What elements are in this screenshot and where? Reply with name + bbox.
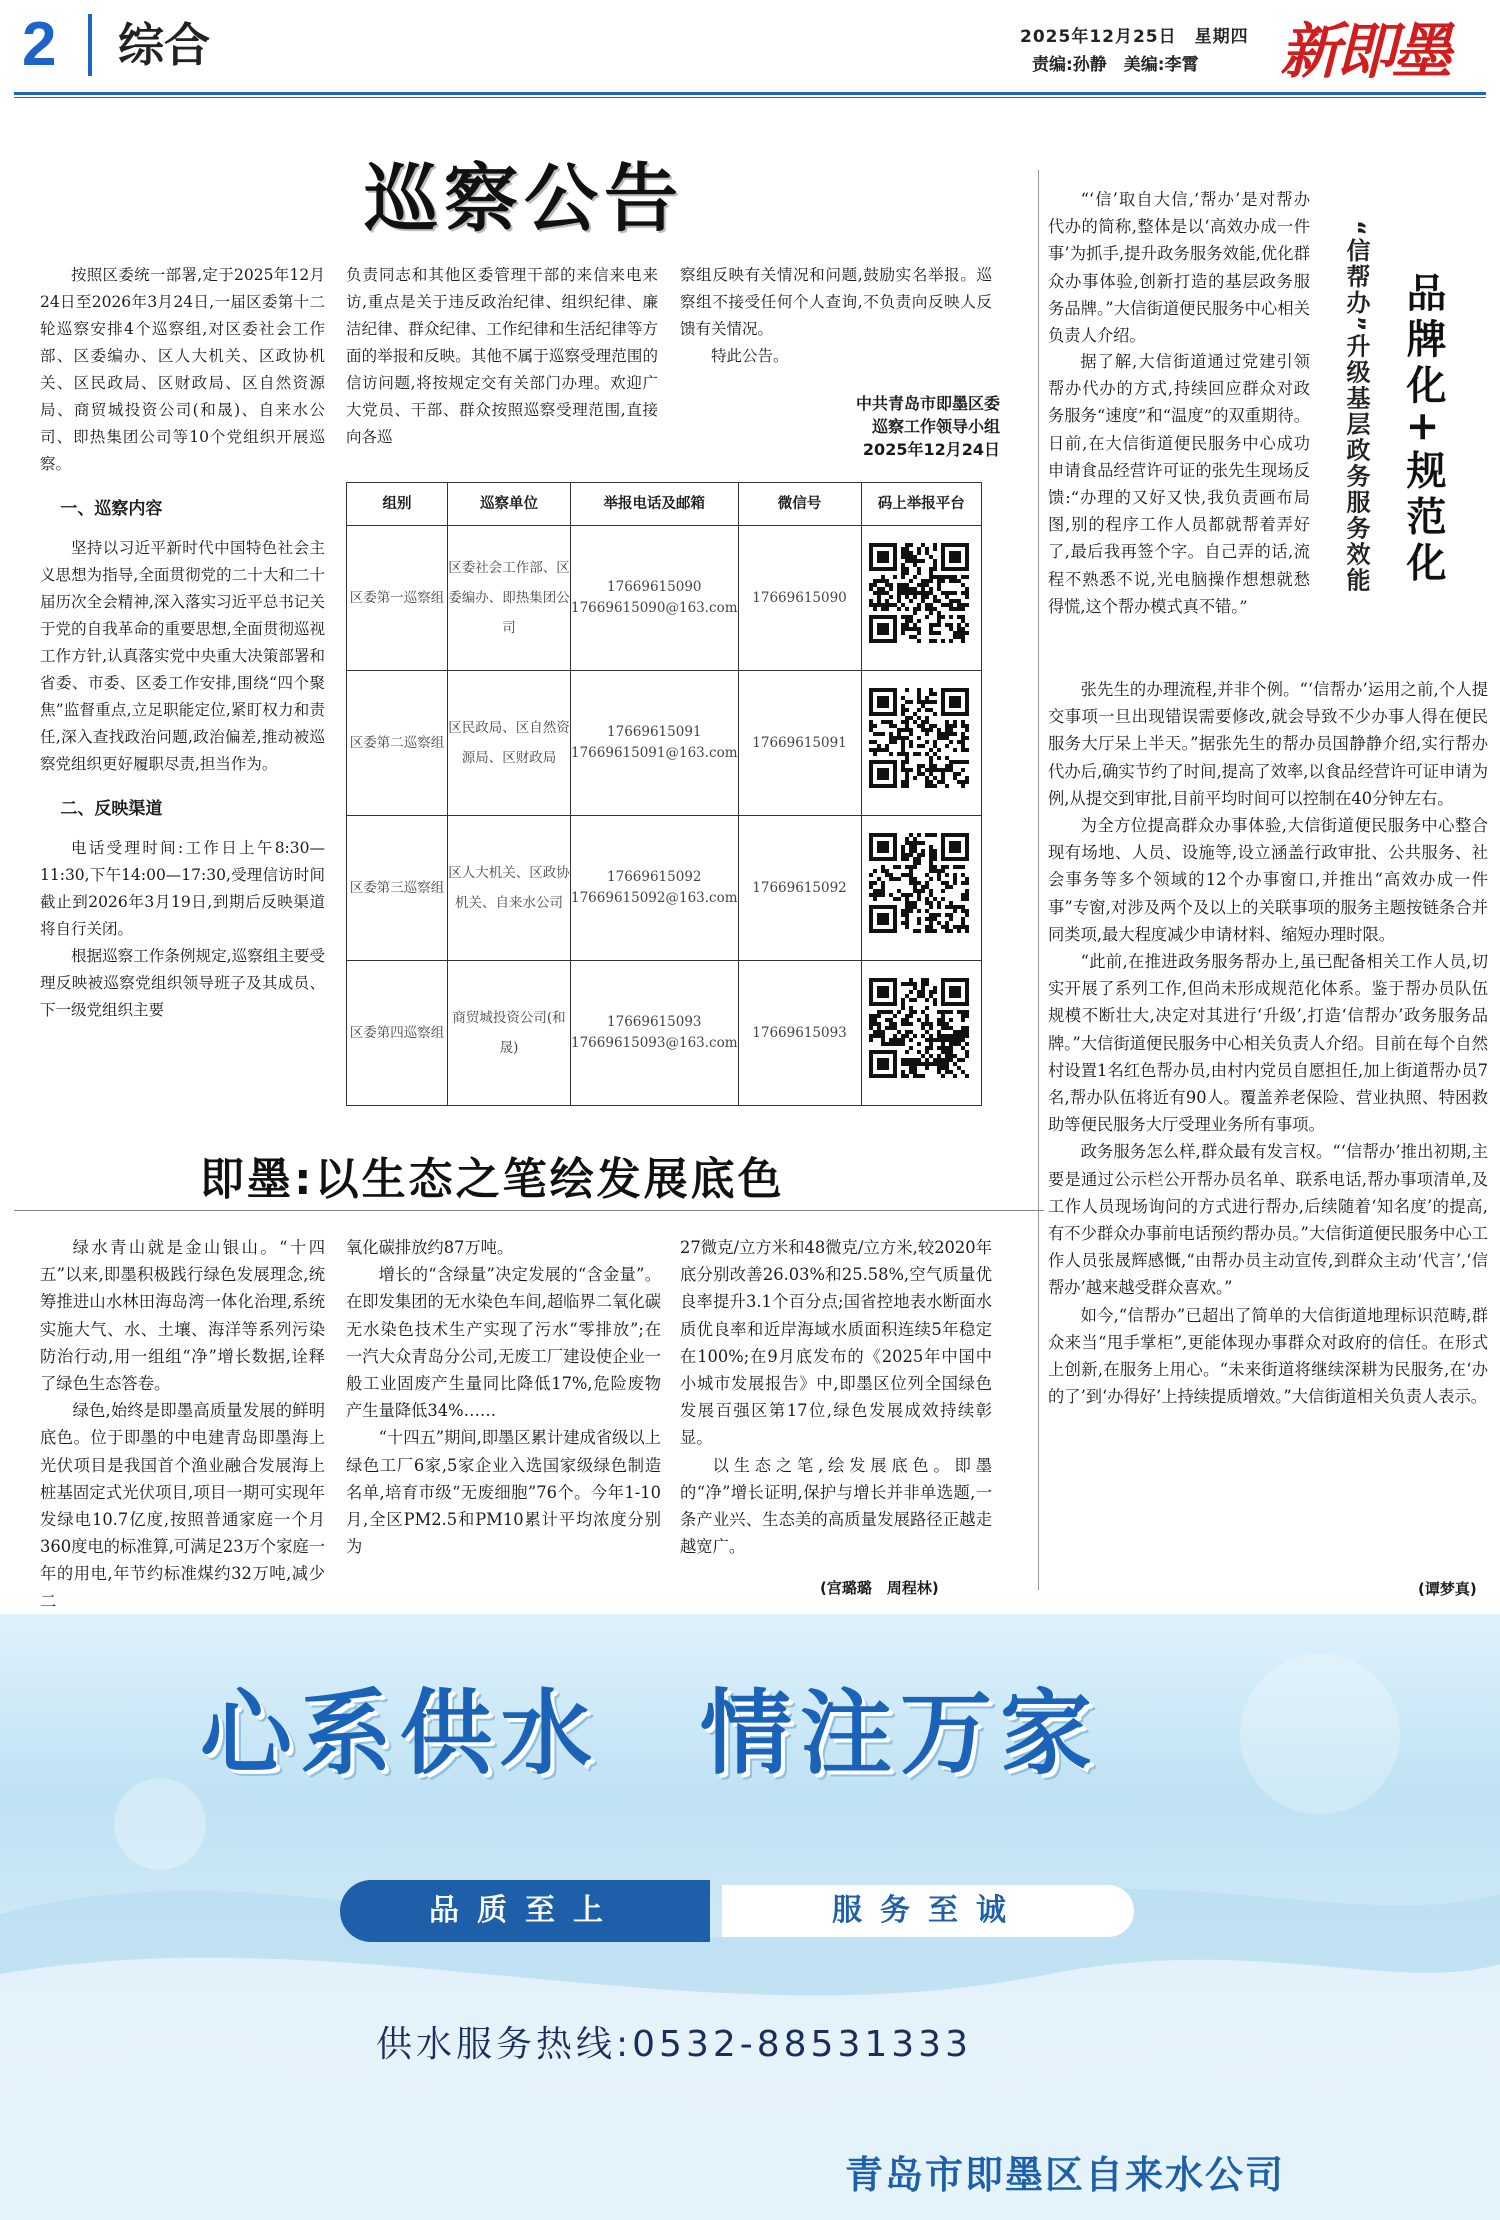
notice-column-1 [40,262,325,1024]
slogan-service: 服务至诚 [722,1885,1134,1937]
masthead-rule [14,92,1486,95]
feature-column-mid [1048,348,1310,620]
issue-date [1020,22,1249,47]
eco-divider [14,1210,1044,1211]
eco-para-2: 绿色,始终是即墨高质量发展的鲜明底色。位于即墨的中电建青岛即墨海上光伏项目是我国首个渔业融合发展海上桩基固定式光伏项目,项目一期可实现年发绿电10.7亿度,按照普通家庭一个月360度电的标准算,可满足23万个家庭一年的用电,年节约标准煤约32万吨,减少二 [40,1401,325,1611]
col-header-phone: 举报电话及邮箱 [571,483,739,526]
feature-headline: 品牌化+规范化 [1400,272,1446,588]
eco-column-3 [680,1234,992,1560]
ad-headline: 心系供水 情注万家 [200,1680,1101,1787]
eco-column-2 [346,1234,661,1560]
cell-phone [571,526,739,671]
phone-number: 17669615090 [607,579,702,595]
editors-line: 责编:孙静 美编:李霄 [1032,55,1199,75]
phone-number: 17669615091 [607,724,702,740]
cell-wechat: 17669615093 [738,961,861,1106]
cell-group: 区委第一巡察组 [347,526,448,671]
signature-line-3: 2025年12月24日 [862,440,1000,459]
eco-para-4: “十四五”期间,即墨区累计建成省级以上绿色工厂6家,5家企业入选国家级绿色制造名单,培育市级“无废细胞”76个。今年1-10月,全区PM2.5和PM10累计平均浓度分别为 [346,1428,661,1557]
notice-signature [790,392,1000,461]
newspaper-logo: 新即墨 [1280,17,1448,87]
column-divider [1038,170,1039,1590]
table-header-row [347,483,982,526]
feature-column-bottom [1048,676,1488,1410]
cell-phone [571,961,739,1106]
section-title: 综合 [118,18,210,72]
slogan-quality: 品质至上 [340,1880,710,1942]
col-header-qr: 码上举报平台 [861,483,981,526]
date-text: 2025年12月25日 [1020,27,1177,47]
page-number: 2 [22,10,57,79]
eco-para-3: 增长的“含绿量”决定发展的“含金量”。在即发集团的无水染色车间,超临界二氧化碳无水染色技术生产实现了污水“零排放”;在一汽大众青岛分公司,无废工厂建设使企业一般工业固废产生量同比降低17%,危险废物产生量降低34%…… [346,1265,661,1421]
qr-code-icon[interactable] [869,533,973,663]
notice-content-2a: 电话受理时间:工作日上午8:30—11:30,下午14:00—17:30,受理信访时间截止到2026年3月19日,到期后反映渠道将自行关闭。 [40,839,325,938]
notice-intro: 按照区委统一部署,定于2025年12月24日至2026年3月24日,一届区委第十二轮巡察安排4个巡察组,对区委社会工作部、区委编办、区人大机关、区政协机关、区民政局、区财政局、区自然资源局、商贸城投资公司(和晟)、自来水公司、即热集团公司等10个党组织开展巡察。 [40,266,325,473]
report-email: 17669615093@163.com [571,1035,738,1051]
report-email: 17669615090@163.com [571,600,738,616]
cell-group: 区委第三巡察组 [347,816,448,961]
masthead-rule-thin [14,97,1486,98]
signature-line-2: 巡察工作领导小组 [871,417,1000,436]
feature-para-7: 如今,“信帮办”已超出了简单的大信街道地理标识范畴,群众来当“甩手掌柜”,更能体现办事群众对政府的信任。在形式上创新,在服务上用心。“未来街道将继续深耕为民服务,在‘办的了’到‘办得好’上持续提质增效。”大信街道相关负责人表示。 [1048,1305,1488,1407]
eco-para-1: 绿水青山就是金山银山。“十四五”以来,即墨积极践行绿色发展理念,统筹推进山水林田海岛湾一体化治理,系统实施大气、水、土壤、海洋等系列污染防治行动,用一组组“净”增长数据,诠释了绿色生态答卷。 [40,1238,325,1394]
cell-units: 区委社会工作部、区委编办、即热集团公司 [448,526,571,671]
notice-closing: 特此公告。 [711,347,789,365]
feature-para-5: “此前,在推进政务服务帮办上,虽已配备相关工作人员,切实开展了系列工作,但尚未形成规范化体系。鉴于帮办员队伍规模不断壮大,决定对其进行‘升级’,打造‘信帮办’政务服务品牌。”大信街道便民服务中心相关负责人介绍。目前在每个自然村设置1名红色帮办员,由村内党员自愿担任,加上街道帮办员7名,帮办队伍将近有90人。覆盖养老保险、营业执照、特困救助等便民服务大厅受理业务所有事项。 [1048,952,1488,1135]
signature-line-1: 中共青岛市即墨区委 [855,394,1000,413]
inspection-table [346,482,982,1106]
notice-content-2b-end: 察组反映有关情况和问题,鼓励实名举报。巡察组不接受任何个人查询,不负责向反映人反馈有关情况。 [680,266,992,338]
feature-para-3: 张先生的办理流程,并非个例。“‘信帮办’运用之前,个人提交事项一旦出现错误需要修改,就会导致不少办事人得在便民服务大厅呆上半天。”据张先生的帮办员国静静介绍,实行帮办代办后,确实节约了时间,提高了效率,以食品经营许可证申请为例,从提交到审批,目前平均时间可以控制在40分钟左右。 [1048,680,1488,808]
feature-para-2: 据了解,大信街道通过党建引领帮办代办的方式,持续回应群众对政务服务“速度”和“温度”的双重期待。日前,在大信街道便民服务中心成功申请食品经营许可证的张先生现场反馈:“办理的又好又快,我负责画布局图,别的程序工作人员都就帮着弄好了,最后我再签个字。自己弄的话,流程不熟悉不说,光电脑操作想想就愁得慌,这个帮办模式真不错。” [1048,352,1310,616]
feature-byline: (谭梦真) [1418,1580,1477,1598]
report-email: 17669615091@163.com [571,745,738,761]
eco-para-5: 以生态之笔,绘发展底色。即墨的“净”增长证明,保护与增长并非单选题,一条产业兴、生态美的高质量发展路径正越走越宽广。 [680,1455,992,1557]
phone-number: 17669615092 [607,869,702,885]
cell-units: 区民政局、区自然资源局、区财政局 [448,671,571,816]
qr-code-icon[interactable] [869,823,973,953]
eco-para-2-cont: 氧化碳排放约87万吨。 [346,1238,514,1257]
cell-qr [861,961,981,1106]
notice-column-2 [346,262,658,451]
notice-column-3 [680,262,992,370]
feature-para-4: 为全方位提高群众办事体验,大信街道便民服务中心整合现有场地、人员、设施等,设立涵盖行政审批、公共服务、社会事务等多个领域的12个办事窗口,并推出“高效办成一件事”专窗,对涉及两个及以上的关联事项的服务主题按链条合并同类项,最大程度减少申请材料、缩短办理时限。 [1048,816,1488,944]
col-header-wechat: 微信号 [738,483,861,526]
eco-article-title: 即墨:以生态之笔绘发展底色 [200,1154,785,1205]
table-row [347,961,982,1106]
service-hotline: 供水服务热线:0532-88531333 [376,2024,972,2065]
company-name: 青岛市即墨区自来水公司 [845,2153,1286,2197]
qr-code-icon[interactable] [869,678,973,808]
masthead-divider [88,14,92,76]
cell-units: 区人大机关、区政协机关、自来水公司 [448,816,571,961]
cell-qr [861,671,981,816]
col-header-group: 组别 [347,483,448,526]
feature-para-6: 政务服务怎么样,群众最有发言权。“‘信帮办’推出初期,主要是通过公示栏公开帮办员名单、联系电话,帮办事项清单,及工作人员现场询问的方式进行帮办,后续随着‘知名度’的提高,有不少群众办事前电话预约帮办员。”大信街道便民服务中心工作人员张晟辉感慨,“由帮办员主动宣传,到群众主动‘代言’,‘信帮办’越来越受群众喜欢。” [1048,1142,1488,1298]
weekday-text: 星期四 [1194,27,1249,47]
cell-phone [571,816,739,961]
cell-wechat: 17669615092 [738,816,861,961]
notice-content-2b-mid: 负责同志和其他区委管理干部的来信来电来访,重点是关于违反政治纪律、组织纪律、廉洁纪律、群众纪律、工作纪律和生活纪律等方面的举报和反映。其他不属于巡察受理范围的信访问题,将按规定交有关部门办理。欢迎广大党员、干部、群众按照巡察受理范围,直接向各巡 [346,266,658,446]
cell-qr [861,816,981,961]
cell-group: 区委第二巡察组 [347,671,448,816]
cell-group: 区委第四巡察组 [347,961,448,1106]
qr-code-icon[interactable] [869,968,973,1098]
report-email: 17669615092@163.com [571,890,738,906]
col-header-unit: 巡察单位 [448,483,571,526]
cell-qr [861,526,981,671]
phone-number: 17669615093 [607,1014,702,1030]
cell-wechat: 17669615091 [738,671,861,816]
notice-heading-content: 一、巡察内容 [60,499,163,519]
cell-wechat: 17669615090 [738,526,861,671]
table-row [347,526,982,671]
cell-units: 商贸城投资公司(和晟) [448,961,571,1106]
notice-heading-channels: 二、反映渠道 [60,799,163,819]
notice-title: 巡察公告 [364,156,684,242]
notice-content-1: 坚持以习近平新时代中国特色社会主义思想为指导,全面贯彻党的二十大和二十届历次全会精神,深入落实习近平总书记关于党的自我革命的重要思想,全面贯彻巡视工作方针,认真落实党中央重大决策部署和省委、市委、区委工作安排,围绕“四个聚焦”监督重点,立足职能定位,紧盯权力和责任,深入查找政治问题,政治偏差,推动被巡察党组织更好履职尽责,担当作为。 [40,539,325,773]
feature-para-1: “‘信’取自大信,‘帮办’是对帮办代办的简称,整体是以‘高效办成一件事’为抓手,提升政务服务效能,优化群众办事体验,创新打造的基层政务服务品牌。”大信街道便民服务中心相关负责人介绍。 [1048,190,1310,346]
cell-phone [571,671,739,816]
table-row [347,671,982,816]
feature-subhead: “信帮办”升级基层政务服务效能 [1342,220,1370,594]
eco-para-4-cont: 27微克/立方米和48微克/立方米,较2020年底分别改善26.03%和25.58%,空气质量优良率提升3.1个百分点;国省控地表水断面水质优良率和近岸海域水质面积连续5年稳定在100%;在9月底发布的《2025年中国中小城市发展报告》中,即墨区位列全国绿色发展百强区第17位,绿色发展成效持续彰显。 [680,1238,992,1448]
eco-byline: (宫璐璐 周程林) [820,1579,939,1597]
eco-column-1 [40,1234,325,1615]
notice-content-2b-start: 根据巡察工作条例规定,巡察组主要受理反映被巡察党组织领导班子及其成员、下一级党组织主要 [40,947,325,1019]
table-row [347,816,982,961]
feature-column-top [1048,186,1310,349]
